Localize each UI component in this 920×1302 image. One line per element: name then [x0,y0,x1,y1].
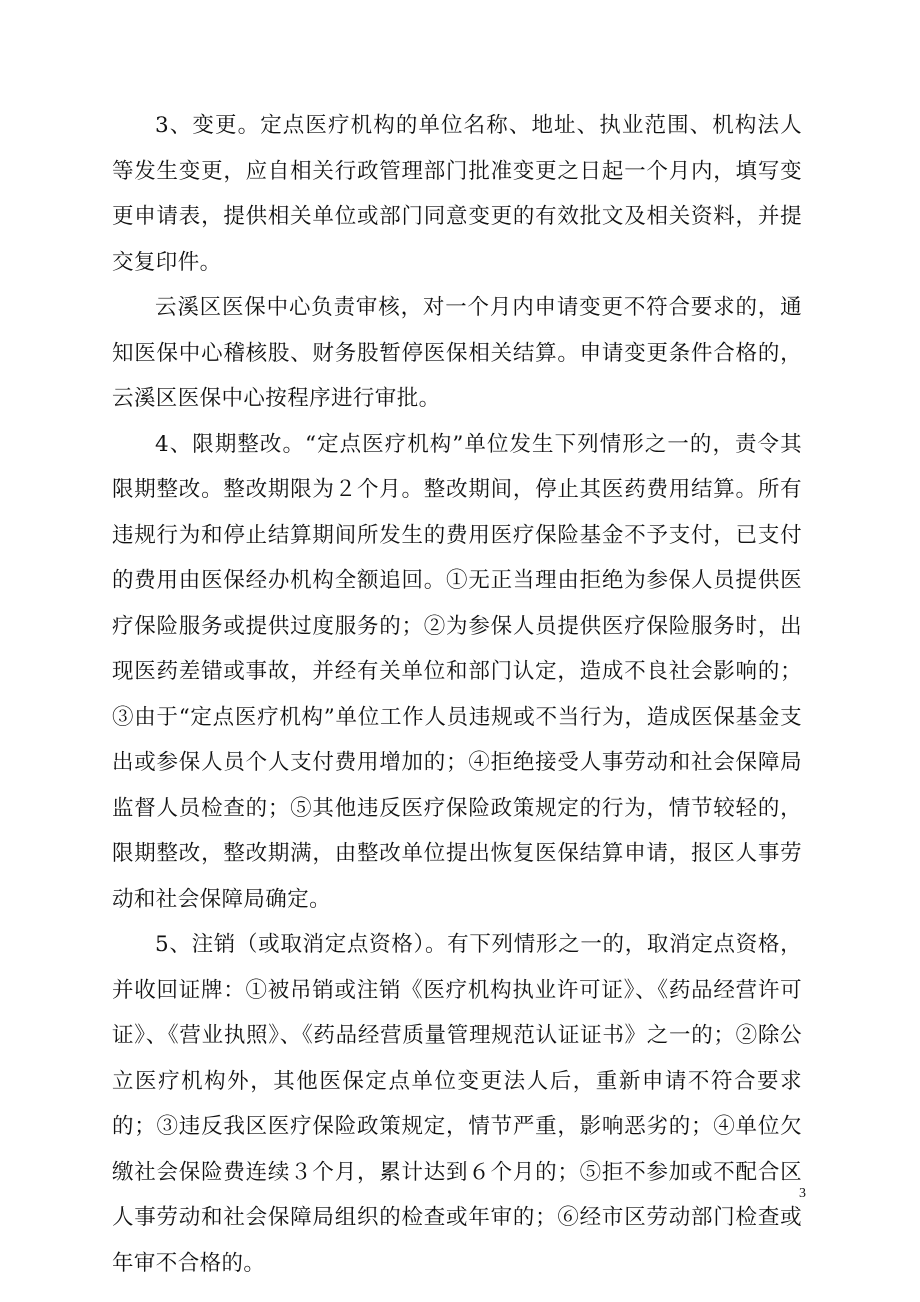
paragraph-cancellation: 5、注销（或取消定点资格）。有下列情形之一的，取消定点资格，并收回证牌：①被吊销或注销《医疗机构执业许可证》、《药品经营许可证》、《营业执照》、《药品经营质量管理规范认证证书》之一的；②除公立医疗机构外，其他医保定点单位变更法人后，重新申请不符合要求的；③违反我区医疗保险政策规定，情节严重，影响恶劣的；④单位欠缴社会保险费连续３个月，累计达到６个月的；⑤拒不参加或不配合区人事劳动和社会保障局组织的检查或年审的；⑥经市区劳动部门检查或年审不合格的。 [112,932,802,1276]
paragraph-change: 3、变更。定点医疗机构的单位名称、地址、执业范围、机构法人等发生变更，应自相关行政管理部门批准变更之日起一个月内，填写变更申请表，提供相关单位或部门同意变更的有效批文及相关资料，并提交复印件。 [112,113,802,275]
paragraph-review: 云溪区医保中心负责审核，对一个月内申请变更不符合要求的，通知医保中心稽核股、财务股暂停医保相关结算。申请变更条件合格的，云溪区医保中心按程序进行审批。 [112,295,802,411]
document-body [112,103,802,1286]
paragraph-rectification: 4、限期整改。“定点医疗机构”单位发生下列情形之一的，责令其限期整改。整改期限为２个月。整改期间，停止其医药费用结算。所有违规行为和停止结算期间所发生的费用医疗保险基金不予支付，已支付的费用由医保经办机构全额追回。①无正当理由拒绝为参保人员提供医疗保险服务或提供过度服务的；②为参保人员提供医疗保险服务时，出现医药差错或事故，并经有关单位和部门认定，造成不良社会影响的；③由于“定点医疗机构”单位工作人员违规或不当行为，造成医保基金支出或参保人员个人支付费用增加的；④拒绝接受人事劳动和社会保障局监督人员检查的；⑤其他违反医疗保险政策规定的行为，情节较轻的，限期整改，整改期满，由整改单位提出恢复医保结算申请，报区人事劳动和社会保障局确定。 [112,431,802,912]
page-number: 3 [799,1186,806,1201]
